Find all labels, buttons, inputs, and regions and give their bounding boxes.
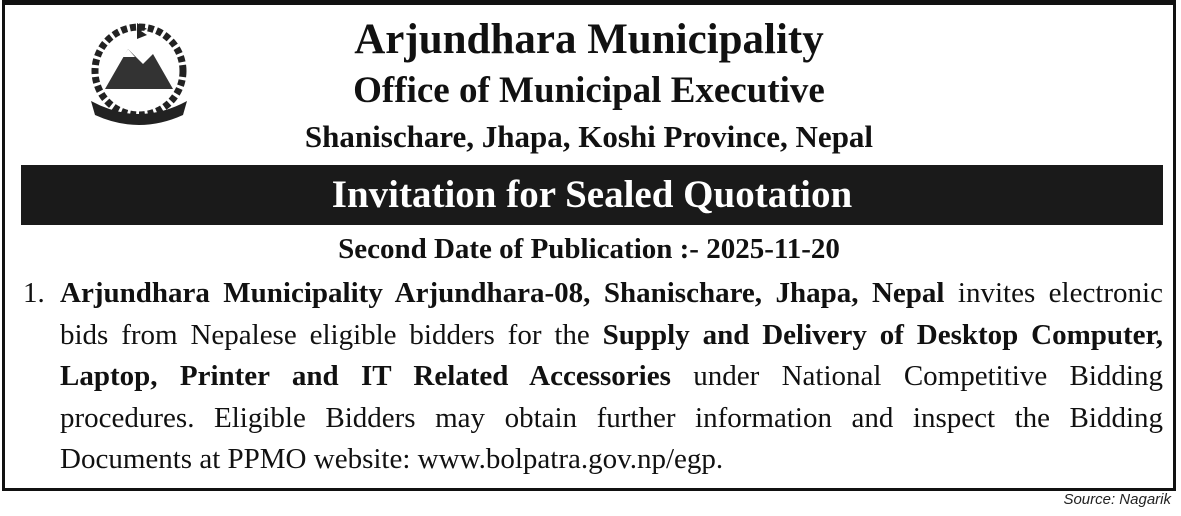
list-item — [23, 273, 1163, 481]
item-text-part: under National Competitive Bidding procedures. Eligible Bidders may obtain further information and inspect the Bidding Documents at PPMO website: www.bolpatra.gov.np/egp. — [60, 360, 1163, 475]
bidder-name: Arjundhara Municipality Arjundhara-08, Shanischare, Jhapa, Nepal — [60, 277, 945, 309]
project-name: Supply and Delivery of Desktop Computer, Laptop, Printer and IT Related Accessories — [60, 318, 1163, 392]
item-text — [60, 273, 1163, 481]
item-number: 1. — [23, 277, 45, 309]
item-text-part: invites electronic bids from Nepalese eligible bidders for the — [60, 277, 1163, 351]
source-credit: Source: Nagarik — [1063, 491, 1171, 508]
municipality-title: Arjundhara Municipality — [354, 16, 824, 63]
office-subtitle: Office of Municipal Executive — [353, 70, 825, 111]
notice-title-banner: Invitation for Sealed Quotation — [21, 165, 1163, 225]
notice-box — [2, 0, 1176, 491]
publication-date: Second Date of Publication :- 2025-11-20 — [338, 233, 840, 265]
address: Shanischare, Jhapa, Koshi Province, Nepal — [304, 119, 874, 154]
